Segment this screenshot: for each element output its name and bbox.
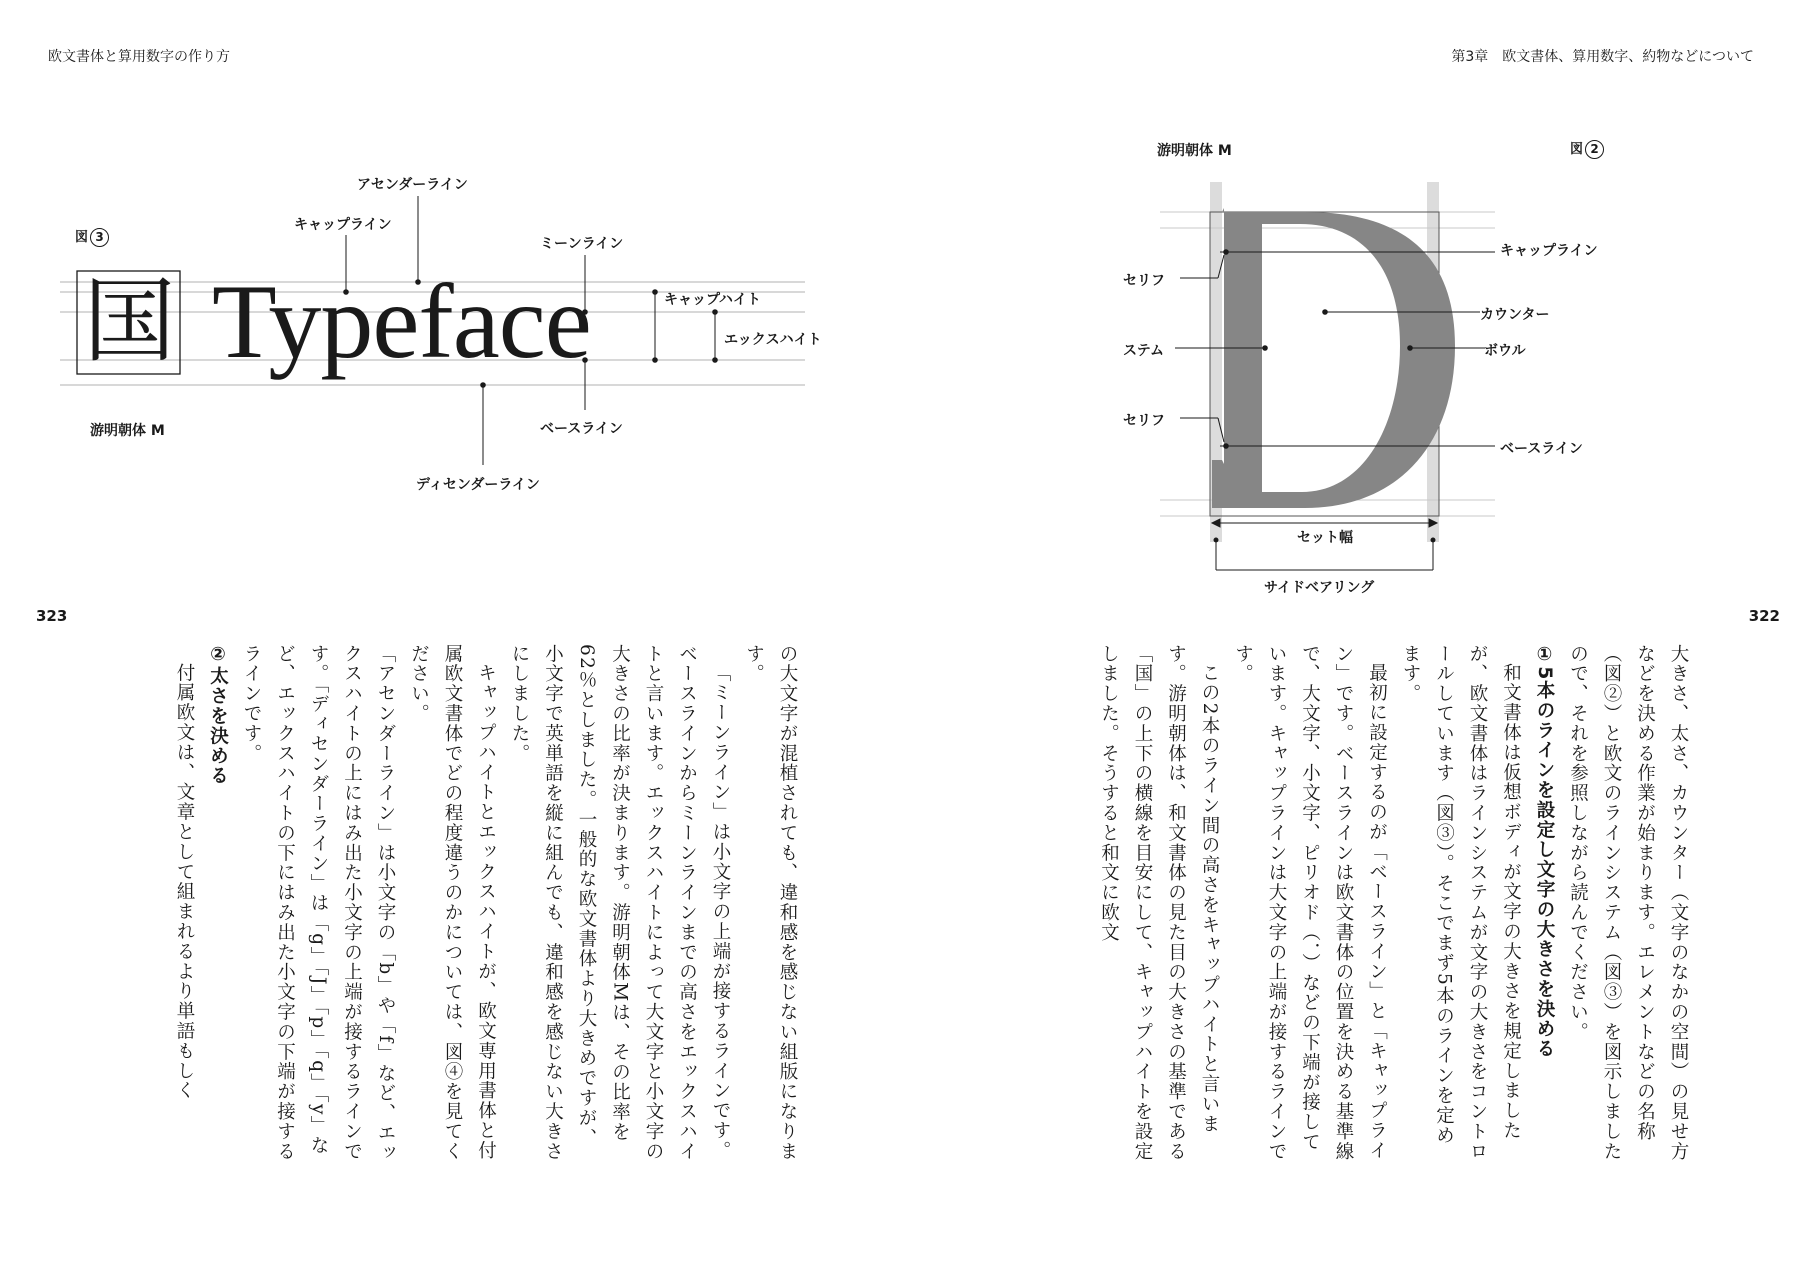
- body-paragraph: この2本のライン間の高さをキャップハイトと言います。游明朝体は、和文書体の見た目の大きさの基準である「国」の上下の横線を目安にして、キャップハイトを設定しました。そうすると和文に欧文: [1098, 644, 1220, 1162]
- typeface-sample-word: Typeface: [212, 263, 591, 380]
- kanji-sample: 国: [83, 268, 176, 375]
- body-paragraph: 最初に設定するのが「ベースライン」と「キャップライン」です。ベースラインは欧文書体の位置を決める基準線で、大文字、小文字、ピリオド（．）などの下端が接しています。キャップラインは大文字の上端が接するラインです。: [1232, 644, 1388, 1162]
- label-x-height: エックスハイト: [724, 332, 822, 348]
- section-heading: ②太さを決める: [207, 644, 229, 786]
- label-bowl: ボウル: [1484, 343, 1526, 359]
- label-mean-line: ミーンライン: [540, 236, 624, 252]
- label-baseline-d: ベースライン: [1500, 441, 1583, 457]
- figure-number-prefix: 図: [1570, 142, 1584, 157]
- left-page-body: [116, 644, 804, 1164]
- label-set-width: セット幅: [1297, 530, 1353, 546]
- label-descender-line: ディセンダーライン: [416, 477, 540, 493]
- body-paragraph: 和文書体は仮想ボディが文字の大きさを規定しましたが、欧文書体はラインシステムが文字の大きさをコントロールしています（図③）。そこでまず5本のラインを定めます。: [1400, 644, 1522, 1162]
- page-number-left: 323: [36, 607, 68, 625]
- section-heading: ①5本のラインを設定し文字の大きさを決める: [1534, 644, 1555, 1059]
- label-ascender-line: アセンダーライン: [357, 177, 468, 193]
- element-names-diagram: [1100, 160, 1580, 580]
- figure-font-name-left: 游明朝体 M: [90, 423, 165, 439]
- line-system-diagram: [0, 0, 880, 520]
- label-serif-bottom: セリフ: [1123, 413, 1165, 429]
- figure-number-circle: 3: [90, 228, 109, 247]
- body-column: の大文字が混植されても、違和感を感じない組版になります。: [743, 644, 798, 1162]
- right-page-body: [1010, 644, 1695, 1164]
- figure-number-prefix: 図: [75, 230, 89, 245]
- label-cap-line-d: キャップライン: [1500, 243, 1598, 259]
- label-cap-line: キャップライン: [294, 217, 392, 233]
- letter-d-glyph: [1212, 208, 1455, 508]
- label-cap-height: キャップハイト: [664, 292, 761, 308]
- page-number-right: 322: [1748, 607, 1780, 625]
- figure-number-2: [1570, 138, 1604, 159]
- body-paragraph: 付属欧文は、文章として組まれるより単語もしく: [174, 662, 195, 1101]
- body-paragraph: キャップハイトとエックスハイトが、欧文専用書体と付属欧文書体でどの程度違うのかについては、図④を見てください。: [408, 644, 497, 1162]
- label-serif-top: セリフ: [1123, 273, 1165, 289]
- body-paragraph: 大きさ、太さ、カウンター（文字のなかの空間）の見せ方などを決める作業が始まります。エレメントなどの名称（図②）と欧文のラインシステム（図③）を図示しましたので、それを参照しながら読んでください。: [1567, 644, 1689, 1162]
- label-baseline: ベースライン: [540, 421, 623, 437]
- running-head-right: 第3章 欧文書体、算用数字、約物などについて: [1451, 49, 1754, 65]
- figure-number-circle: 2: [1585, 140, 1604, 159]
- body-paragraph: 「ミーンライン」は小文字の上端が接するラインです。ベースラインからミーンラインまでの高さをエックスハイトと言います。エックスハイトによって大文字と小文字の大きさの比率が決まります。游明朝体Mは、その比率を62％としました。一般的な欧文書体より大きめですが、小文字で英単語を縦に組んでも、違和感を感じない大きさにしました。: [509, 644, 731, 1162]
- body-paragraph: 「アセンダーライン」は小文字の「b」や「f」など、エックスハイトの上にはみ出た小文字の上端が接するラインです。「ディセンダーライン」は「g」「J」「p」「q」「y」など、エックスハイトの下にはみ出た小文字の下端が接するラインです。: [241, 644, 396, 1163]
- label-counter: カウンター: [1480, 307, 1550, 323]
- figure-font-name-right: 游明朝体 M: [1157, 143, 1232, 159]
- running-head-left: 欧文書体と算用数字の作り方: [48, 49, 230, 65]
- label-stem: ステム: [1123, 343, 1165, 359]
- label-side-bearing: サイドベアリング: [1264, 580, 1375, 596]
